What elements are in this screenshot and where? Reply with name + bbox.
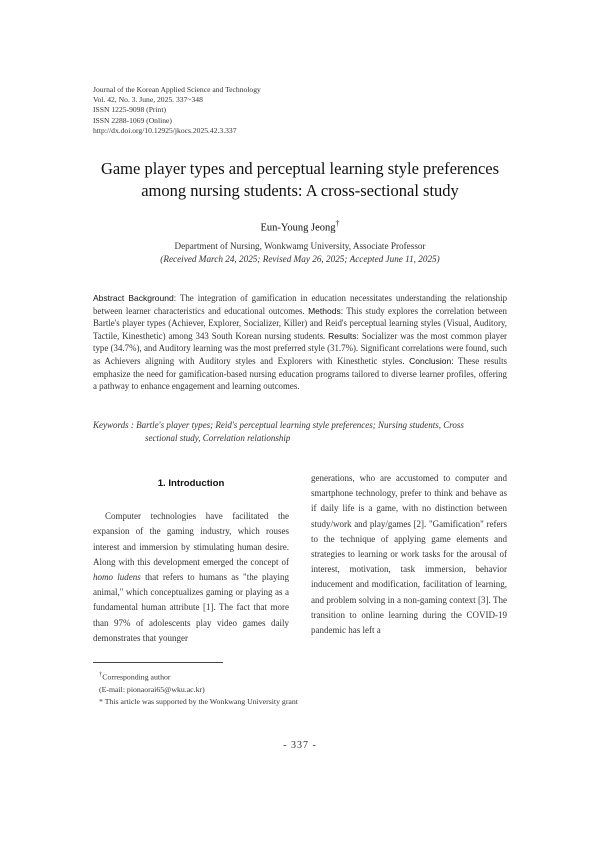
- keywords-line-2: sectional study, Correlation relationship: [145, 432, 291, 443]
- intro-text-1: Computer technologies have facilitated the expansion of the gaming industry, which rouses interest and immersion by stimulating human desire. Along with this development emerged the concept of: [93, 511, 289, 567]
- left-column: [93, 470, 289, 646]
- intro-paragraph-left: [93, 509, 289, 646]
- paper-title: [60, 158, 540, 202]
- issn-print: ISSN 1225-9098 (Print): [93, 105, 166, 115]
- journal-volume: Vol. 42, No. 3. June, 2025. 337~348: [93, 95, 203, 105]
- affiliation-block: [0, 240, 600, 266]
- abstract-conclusion: These results emphasize the need for gamification-based nursing education programs tailored to diverse learner profiles, offering a pathway to enhance engagement and learning outcomes.: [93, 355, 508, 392]
- title-line-2: among nursing students: A cross-sectional study: [141, 181, 459, 200]
- abstract-label: Abstract Background:: [93, 293, 177, 303]
- title-line-1: Game player types and perceptual learning style preferences: [100, 159, 500, 178]
- abstract-background: The integration of gamification in education necessitates understanding the relationship between learner characteristics and educational outcomes.: [93, 293, 508, 316]
- keywords: [93, 419, 507, 445]
- author-line: [0, 219, 600, 234]
- abstract-methods: This study explores the correlation between Bartle's player types (Achiever, Explorer, Socializer, Killer) and Reid's perceptual learning styles (Visual, Auditory, Tactile, Kinesthetic) among 343 South Korean nursing students.: [93, 305, 507, 341]
- conclusion-label: Conclusion:: [409, 355, 454, 366]
- corresponding-email: (E-mail: pionaorai65@wku.ac.kr): [99, 685, 205, 694]
- intro-paragraph-right: generations, who are accustomed to computer and smartphone technology, prefer to think and behave as if daily life is a game, with no distinction between study/work and play/games [2]. "Gamification" refers to the technique of applying game elements and strategies to learning or work tasks for the arousal of interest, motivation, task immersion, behavior inducement and modification, facilitation of learning, and problem solving in a non-gaming context [3]. The transition to online learning during the COVID-19 pandemic has left a: [311, 473, 507, 636]
- received-dates: (Received March 24, 2025; Revised May 26, 2025; Accepted June 11, 2025): [160, 254, 440, 264]
- methods-label: Methods:: [308, 305, 344, 316]
- author-name: Eun-Young Jeong: [260, 222, 336, 234]
- footnotes: [99, 669, 298, 709]
- journal-name: Journal of the Korean Applied Science and Technology: [93, 85, 261, 94]
- keywords-label: Keywords :: [93, 420, 134, 430]
- abstract: [93, 292, 507, 393]
- abstract-results: Socializer was the most common player type (34.7%), and Auditory learning was the most preferred style (31.7%). Significant correlations were found, such as Achievers aligning with Auditory styles and Explorers with Kinesthetic styles.: [93, 330, 508, 366]
- issn-online: ISSN 2288-1069 (Online): [93, 115, 172, 125]
- author-dagger: †: [335, 219, 340, 228]
- corresponding-dagger: †: [99, 671, 103, 678]
- footnote-rule: [93, 662, 223, 663]
- doi-link[interactable]: http://dx.doi.org/10.12925/jkocs.2025.42.3.337: [93, 125, 237, 135]
- intro-text-2: that refers to humans as "the playing animal," which conceptualizes gaming or playing as a fundamental human attribute [1]. The fact that more than 97% of adolescents play video games daily demonstrates that younger: [93, 572, 290, 643]
- corresponding-label: Corresponding author: [102, 672, 171, 682]
- right-column: [311, 471, 507, 638]
- keywords-line-1: Bartle's player types; Reid's perceptual learning style preferences; Nursing students, Cross: [136, 420, 464, 430]
- grant-note: * This article was supported by the Wonkwang University grant: [99, 697, 298, 707]
- affiliation: Department of Nursing, Wonkwamg University, Associate Professor: [174, 241, 426, 251]
- section-heading: 1. Introduction: [157, 478, 225, 489]
- results-label: Results:: [328, 330, 359, 341]
- corresponding-author: [99, 669, 298, 684]
- intro-term: homo ludens: [93, 572, 141, 583]
- journal-info: [93, 85, 261, 136]
- page-number: - 337 -: [283, 740, 317, 751]
